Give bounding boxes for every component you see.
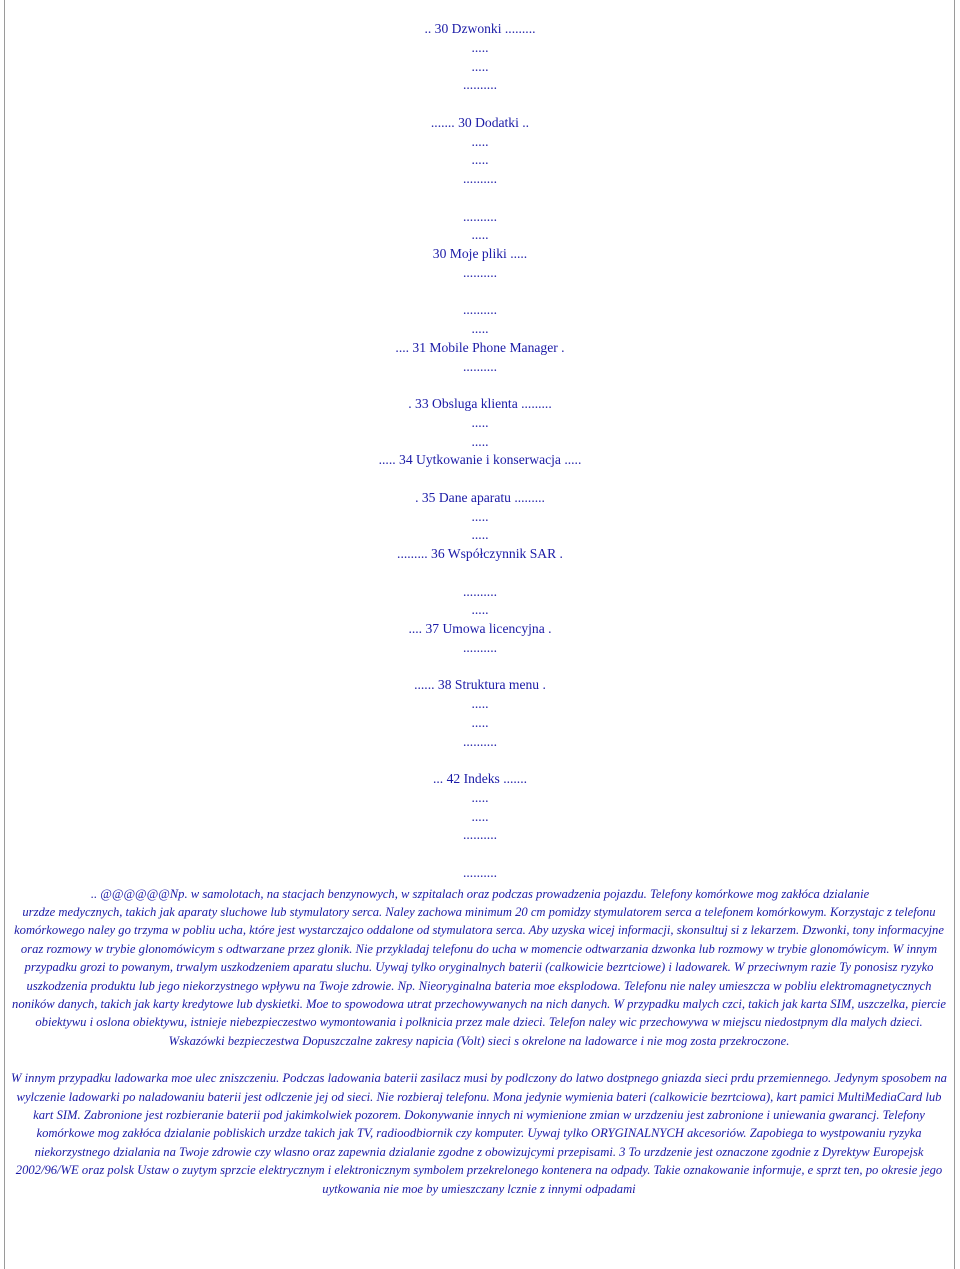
toc-line: 30 Moje pliki ..... [432, 246, 528, 261]
toc-line: .......... [463, 302, 497, 318]
toc-line: .... 31 Mobile Phone Manager . [395, 339, 565, 355]
toc-line [0, 189, 960, 208]
toc-line: .......... [463, 827, 497, 843]
toc-line: ..... [471, 714, 489, 730]
toc-line: .......... [463, 583, 497, 599]
table-of-contents [0, 20, 960, 903]
toc-line: ..... [471, 39, 489, 55]
toc-line [0, 95, 960, 114]
toc-line [0, 564, 960, 583]
toc-line: .......... [463, 264, 497, 280]
toc-line: ..... [471, 602, 489, 618]
toc-line: .......... [463, 77, 497, 93]
toc-line: .......... [463, 358, 497, 374]
safety-text [6, 903, 952, 1198]
toc-line: ... 42 Indeks ....... [432, 771, 527, 786]
toc-line: ..... [471, 527, 489, 543]
toc-line: .......... [463, 733, 497, 749]
toc-line: ..... [471, 789, 489, 805]
toc-line: .. 30 Dzwonki ......... [424, 21, 536, 36]
toc-line: ...... 38 Struktura menu . [414, 677, 546, 693]
toc-line: ..... [471, 133, 489, 149]
toc-line: ....... 30 Dodatki .. [430, 114, 530, 130]
toc-line: .......... [463, 171, 497, 186]
toc-line: .... 37 Umowa licencyjna . [408, 621, 552, 636]
toc-line [0, 376, 960, 395]
toc-line: ..... [471, 433, 489, 449]
toc-line [0, 658, 960, 677]
toc-line [0, 751, 960, 770]
toc-line: ..... [471, 696, 489, 711]
toc-line [0, 845, 960, 864]
toc-line [0, 470, 960, 489]
toc-line: ..... 34 Uytkowanie i konserwacja ..... [378, 452, 582, 468]
toc-line: .......... [463, 864, 497, 880]
toc-line: . 35 Dane aparatu ......... [415, 489, 545, 505]
safety-paragraph-1: urzdze medycznych, takich jak aparaty sluchowe lub stymulatory serca. Naley zachowa minimum 20 cm pomidzy stymulatorem serca a telefonem komórkowym. Korzystajc z telefonu komórkowego naley go trzyma w pobliu ucha, które jest wystarczajco oddalone od stymulatora serca. Aby uzyska wicej informacji, skonsultuj si z lekarzem. Dzwonki, tony informacyjne oraz rozmowy w trybie glonomówicym s odtwarzane przez glonik. Nie przykladaj telefonu do ucha w momencie odtwarzania dzwonka lub rozmowy w trybie glonomówicym. W innym przypadku grozi to powanym, trwalym uszkodzeniem aparatu sluchu. Uywaj tylko oryginalnych baterii (calkowicie bezrtciowe) i ladowarek. W przeciwnym razie Ty ponosisz ryzyko uszkodzenia produktu lub jego niekorzystnego wpływu na Twoje zdrowie. Np. Nieoryginalna bateria moe eksplodowa. Telefonu nie naley umieszcza w pobliu elektromagnetycznych noników danych, takich jak karty kredytowe lub dyskietki. Moe to spowodowa utrat przechowywanych na nich danych. W przypadku malych czci, takich jak karta SIM, uszczelka, piercie obiektywu i oslona obiektywu, istnieje niebezpieczestwo wymontowania i polknicia przez male dzieci. Telefon naley wic przechowywa w miejscu niedostpnym dla malych dzieci. Wskazówki bezpieczestwa Dopuszczalne zakresy napicia (Volt) sieci s okrelone na ladowarce i nie mog zosta przekroczone. [12, 904, 946, 1048]
toc-line: ......... 36 Współczynnik SAR . [397, 546, 563, 561]
toc-line: ..... [471, 58, 489, 74]
toc-line: ..... [471, 808, 489, 824]
toc-line: . 33 Obsluga klienta ......... [408, 396, 552, 411]
toc-line: .......... [463, 639, 497, 655]
toc-line: ..... [471, 152, 489, 168]
toc-line: ..... [471, 227, 489, 243]
toc-line: .. @@@@@@Np. w samolotach, na stacjach benzynowych, w szpitalach oraz podczas prowadzenia pojazdu. Telefony komórkowe mog zakłóca dzialanie [90, 886, 870, 901]
toc-line: .......... [463, 208, 497, 224]
toc-line: ..... [471, 321, 489, 336]
toc-line [0, 283, 960, 302]
toc-line: ..... [471, 508, 489, 524]
toc-line: ..... [471, 414, 489, 430]
safety-paragraph-2: W innym przypadku ladowarka moe ulec zniszczeniu. Podczas ladowania baterii zasilacz musi by podlczony do latwo dostpnego gniazda sieci prdu przemiennego. Jedynym sposobem na wylczenie ladowarki po naladowaniu baterii jest odlczenie jej od sieci. Nie rozbieraj telefonu. Mona jedynie wymienia bateri (calkowicie bezrtciowa), kart pamici MultiMediaCard lub kart SIM. Zabronione jest rozbieranie baterii pod jakimkolwiek pozorem. Dokonywanie innych ni wymienione zmian w urzdzeniu jest zabronione i uniewania gwarancj. Telefony komórkowe mog zakłóca dzialanie pobliskich urzdze takich jak TV, radioodbiornik czy komputer. Uywaj tylko ORYGINALNYCH akcesoriów. Zapobiega to wystpowaniu ryzyka niekorzystnego dzialania na Twoje zdrowie czy wlasno oraz zapewnia dzialanie zgodne z obowizujcymi przepisami. 3 To urzdzenie jest oznaczone zgodnie z Dyrektyw Europejsk 2002/96/WE oraz polsk Ustaw o zuytym sprzcie elektrycznym i elektronicznym symbolem przekrelonego kontenera na odpady. Takie oznakowanie informuje, e sprzt ten, po okresie jego uytkowania nie moe by umieszczany lcznie z innymi odpadami [11, 1071, 947, 1196]
